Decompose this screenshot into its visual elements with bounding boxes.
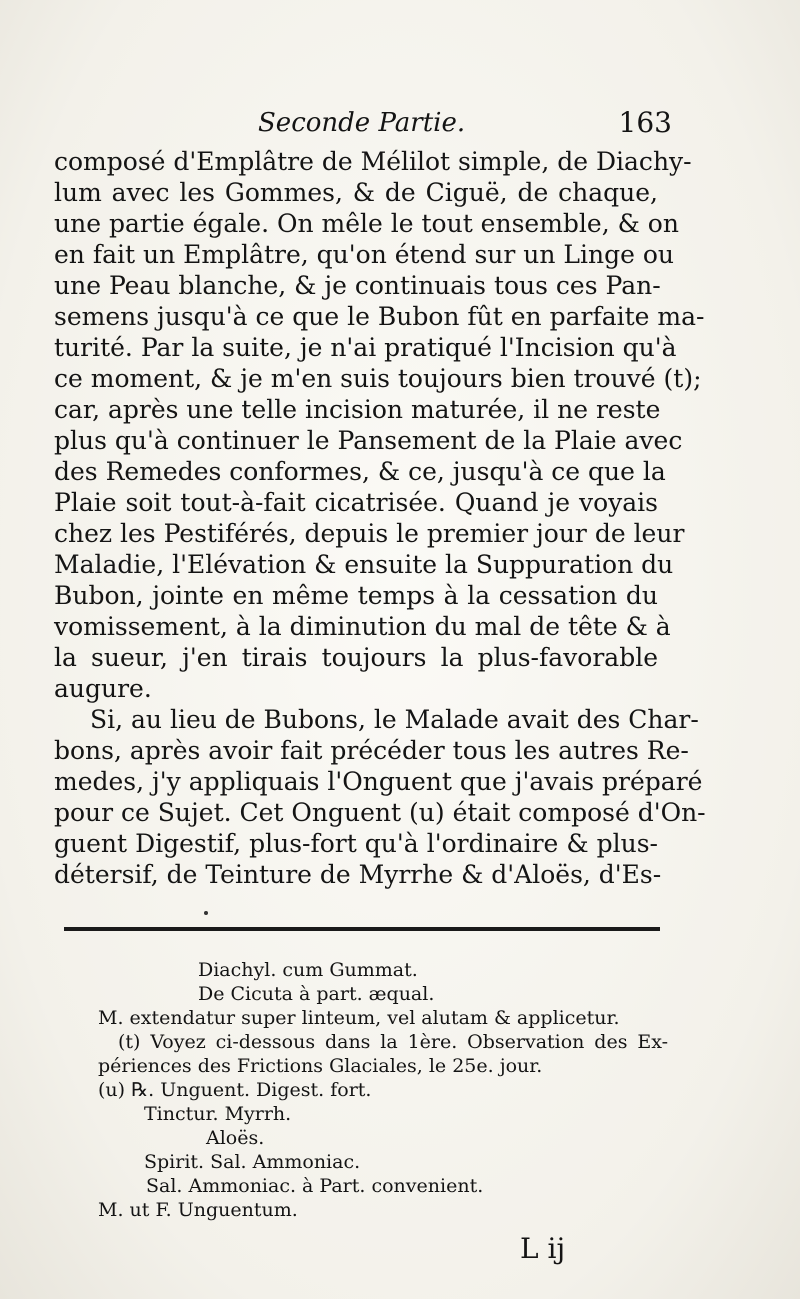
body-text [54, 146, 706, 890]
body-line: vomissement, à la diminution du mal de tête & à [54, 612, 671, 641]
body-line: Si, au lieu de Bubons, le Malade avait des Char- [90, 705, 699, 734]
body-line: plus qu'à continuer le Pansement de la Plaie avec [54, 426, 683, 455]
body-line: en fait un Emplâtre, qu'on étend sur un Linge ou [54, 240, 675, 269]
footnotes [88, 958, 668, 1222]
body-line: bons, après avoir fait précéder tous les autres Re- [54, 736, 689, 765]
footnote-line: Tinctur. Myrrh. [144, 1103, 292, 1125]
body-line: détersif, de Teinture de Myrrhe & d'Aloës, d'Es- [54, 860, 662, 889]
body-line: une partie égale. On mêle le tout ensemble, & on [54, 209, 679, 238]
body-line: semens jusqu'à ce que le Bubon fût en parfaite ma- [54, 302, 705, 331]
footnote-rule [64, 927, 660, 931]
body-line: Bubon, jointe en même temps à la cessation du [54, 581, 658, 610]
body-line: composé d'Emplâtre de Mélilot simple, de Diachy- [54, 147, 692, 176]
footnote-line: M. ut F. Unguentum. [98, 1199, 298, 1221]
ink-dot [204, 911, 208, 915]
body-line: medes, j'y appliquais l'Onguent que j'avais préparé [54, 767, 703, 796]
footnote-line: (u) ℞. Unguent. Digest. fort. [98, 1079, 372, 1101]
body-line: Maladie, l'Elévation & ensuite la Suppuration du [54, 550, 674, 579]
running-title: Seconde Partie. [258, 108, 466, 138]
signature-mark: L ij [520, 1232, 566, 1265]
footnote-line: Sal. Ammoniac. à Part. convenient. [146, 1175, 484, 1197]
footnote-line: Spirit. Sal. Ammoniac. [144, 1151, 361, 1173]
footnote-line: Aloës. [206, 1127, 265, 1149]
page-number: 163 [618, 106, 672, 139]
footnote-line: M. extendatur super linteum, vel alutam & applicetur. [98, 1007, 620, 1029]
body-line: lum avec les Gommes, & de Ciguë, de chaque, [54, 178, 658, 207]
footnote-line: De Cicuta à part. æqual. [198, 983, 435, 1005]
body-line: une Peau blanche, & je continuais tous ces Pan- [54, 271, 661, 300]
running-head [58, 104, 672, 144]
footnote-line: (t) Voyez ci-dessous dans la 1ère. Observation des Ex- [118, 1031, 668, 1053]
body-line: Plaie soit tout-à-fait cicatrisée. Quand je voyais [54, 488, 658, 517]
body-line: guent Digestif, plus-fort qu'à l'ordinaire & plus- [54, 829, 658, 858]
body-line: des Remedes conformes, & ce, jusqu'à ce que la [54, 457, 666, 486]
body-line: la sueur, j'en tirais toujours la plus-favorable [54, 643, 658, 672]
footnote-line: Diachyl. cum Gummat. [198, 959, 418, 981]
footnote-line: périences des Frictions Glaciales, le 25e. jour. [98, 1055, 543, 1077]
body-line: car, après une telle incision maturée, il ne reste [54, 395, 661, 424]
body-line: turité. Par la suite, je n'ai pratiqué l'Incision qu'à [54, 333, 677, 362]
body-line: chez les Pestiférés, depuis le premier jour de leur [54, 519, 685, 548]
body-line: augure. [54, 674, 152, 703]
body-line: pour ce Sujet. Cet Onguent (u) était composé d'On- [54, 798, 706, 827]
body-line: ce moment, & je m'en suis toujours bien trouvé (t); [54, 364, 702, 393]
